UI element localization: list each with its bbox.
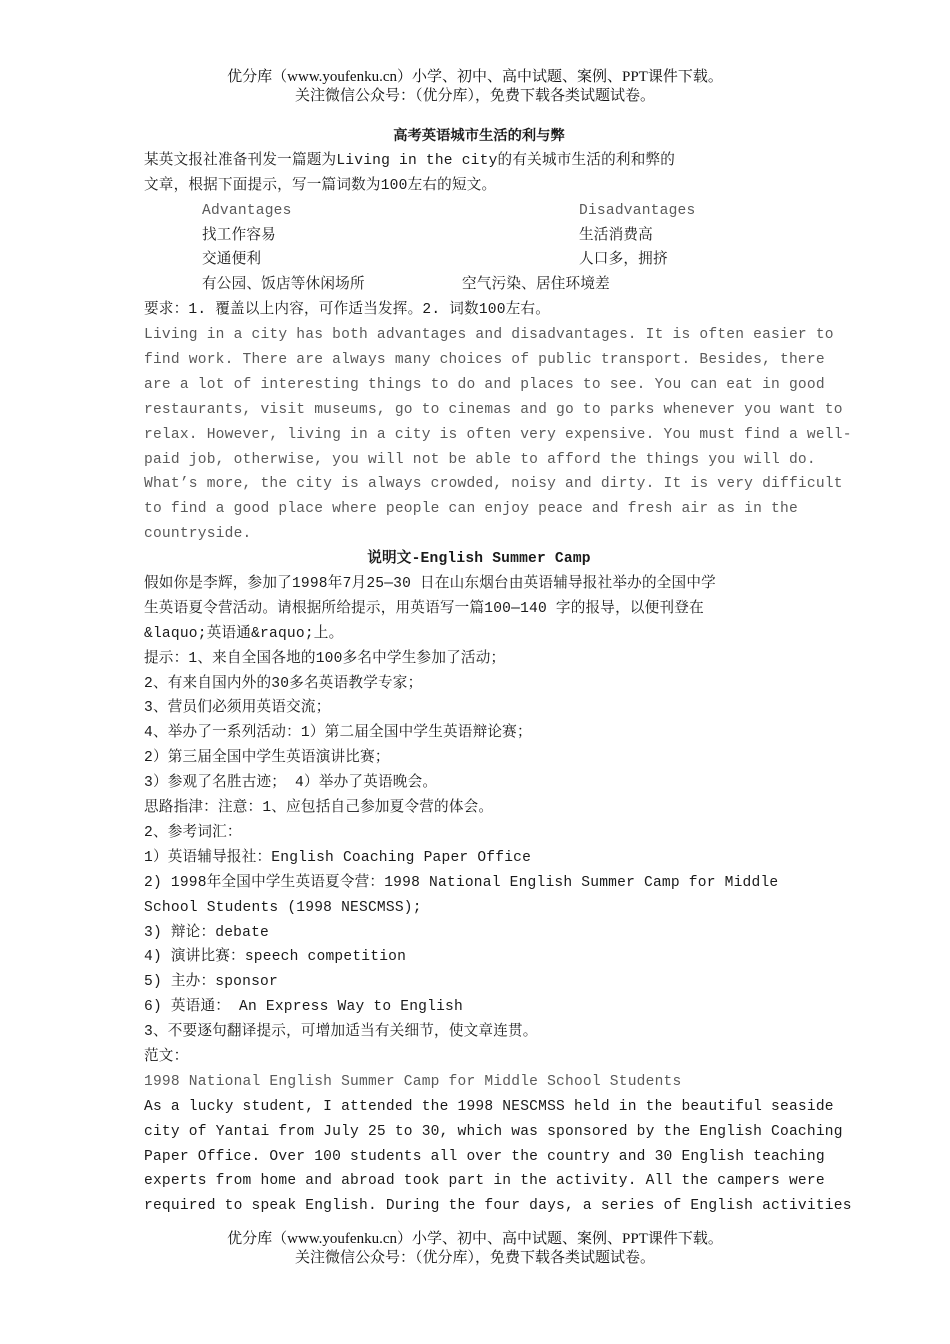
hint-line: 2）第三届全国中学生英语演讲比赛； xyxy=(144,750,390,767)
advantages-header: Advantages xyxy=(202,202,292,219)
guide-line: 3、不要逐句翻译提示，可增加适当有关细节，使文章连贯。 xyxy=(144,1024,538,1041)
section-2-title: 说明文-English Summer Camp xyxy=(367,551,591,568)
table-row-1 xyxy=(144,224,814,249)
essay-line: find work. There are always many choices of public transport. Besides, there xyxy=(144,352,825,369)
disadvantage-1: 生活消费高 xyxy=(579,227,653,244)
essay-line: relax. However, living in a city is often very expensive. You must find a well- xyxy=(144,426,852,443)
table-row-3 xyxy=(144,273,814,298)
table-row-2 xyxy=(144,248,814,273)
section-1-essay xyxy=(144,323,852,547)
header-line-1: 优分库（www.youfenku.cn）小学、初中、高中试题、案例、PPT课件下载。 xyxy=(227,69,723,85)
vocab-item: School Students (1998 NESCMSS); xyxy=(144,899,422,916)
guide-line: 思路指津：注意：1、应包括自己参加夏令营的体会。 xyxy=(144,800,494,817)
essay-line: What’s more, the city is always crowded, noisy and dirty. It is very difficult xyxy=(144,476,843,493)
hint-line: 3、营员们必须用英语交流； xyxy=(144,700,331,717)
sample-essay-title: 1998 National English Summer Camp for Middle School Students xyxy=(144,1073,682,1090)
disadvantage-2: 人口多，拥挤 xyxy=(579,252,668,269)
advantage-2: 交通便利 xyxy=(202,252,262,269)
hint-line: 2、有来自国内外的30多名英语教学专家； xyxy=(144,675,423,692)
section-2-essay xyxy=(144,1095,852,1219)
document-body xyxy=(144,124,852,1219)
page-footer xyxy=(0,1230,950,1268)
hint-line: 提示：1、来自全国各地的100多名中学生参加了活动； xyxy=(144,650,506,667)
vocab-item: 2) 1998年全国中学生英语夏令营：1998 National English Summer Camp for Middle xyxy=(144,874,779,891)
vocab-item: 4) 演讲比赛：speech competition xyxy=(144,949,407,966)
table-header-row xyxy=(144,199,814,224)
header-line-2: 关注微信公众号：（优分库），免费下载各类试题试卷。 xyxy=(294,88,655,104)
footer-line-2: 关注微信公众号：（优分库），免费下载各类试题试卷。 xyxy=(294,1250,655,1266)
advantage-1: 找工作容易 xyxy=(202,227,276,244)
disadvantage-3: 空气污染、居住环境差 xyxy=(462,277,610,294)
section-1-intro-line-2: 文章，根据下面提示，写一篇词数为100左右的短文。 xyxy=(144,177,497,194)
essay-line: required to speak English. During the four days, a series of English activities xyxy=(144,1198,852,1215)
essay-line: As a lucky student, I attended the 1998 NESCMSS held in the beautiful seaside xyxy=(144,1098,834,1115)
essay-line: experts from home and abroad took part in the activity. All the campers were xyxy=(144,1173,825,1190)
vocab-item: 6) 英语通： An Express Way to English xyxy=(144,999,463,1016)
section-2-line: &laquo;英语通&raquo;上。 xyxy=(144,625,344,642)
section-1-intro-line-1: 某英文报社准备刊发一篇题为Living in the city的有关城市生活的利和弊的 xyxy=(144,152,676,169)
advantage-3: 有公园、饭店等休闲场所 xyxy=(202,277,365,294)
sample-label: 范文： xyxy=(144,1048,189,1065)
essay-line: city of Yantai from July 25 to 30, which was sponsored by the English Coaching xyxy=(144,1123,843,1140)
vocab-item: 3) 辩论：debate xyxy=(144,924,270,941)
essay-line: Living in a city has both advantages and disadvantages. It is often easier to xyxy=(144,327,834,344)
essay-line: Paper Office. Over 100 students all over the country and 30 English teaching xyxy=(144,1148,825,1165)
section-2-line: 假如你是李辉，参加了1998年7月25—30 日在山东烟台由英语辅导报社举办的全国中学 xyxy=(144,576,716,593)
essay-line: to find a good place where people can enjoy peace and fresh air as in the xyxy=(144,501,798,518)
section-2-line: 生英语夏令营活动。请根据所给提示，用英语写一篇100—140 字的报导，以便刊登在 xyxy=(144,600,704,617)
essay-line: are a lot of interesting things to do and places to see. You can eat in good xyxy=(144,376,825,393)
disadvantages-header: Disadvantages xyxy=(579,202,696,219)
vocab-item: 1）英语辅导报社：English Coaching Paper Office xyxy=(144,849,532,866)
essay-line: restaurants, visit museums, go to cinemas and go to parks whenever you want to xyxy=(144,401,843,418)
essay-line: paid job, otherwise, you will not be able to afford the things you will do. xyxy=(144,451,816,468)
essay-line: countryside. xyxy=(144,526,252,543)
page-header xyxy=(0,68,950,106)
hint-line: 3）参观了名胜古迹； 4）举办了英语晚会。 xyxy=(144,775,438,792)
requirements: 要求：1. 覆盖以上内容，可作适当发挥。2. 词数100左右。 xyxy=(144,302,551,319)
vocab-item: 5) 主办：sponsor xyxy=(144,974,278,991)
footer-line-1: 优分库（www.youfenku.cn）小学、初中、高中试题、案例、PPT课件下载。 xyxy=(227,1231,723,1247)
section-1-title: 高考英语城市生活的利与弊 xyxy=(393,128,565,144)
hint-line: 4、举办了一系列活动：1）第二届全国中学生英语辩论赛； xyxy=(144,725,532,742)
vocab-heading: 2、参考词汇： xyxy=(144,824,242,841)
